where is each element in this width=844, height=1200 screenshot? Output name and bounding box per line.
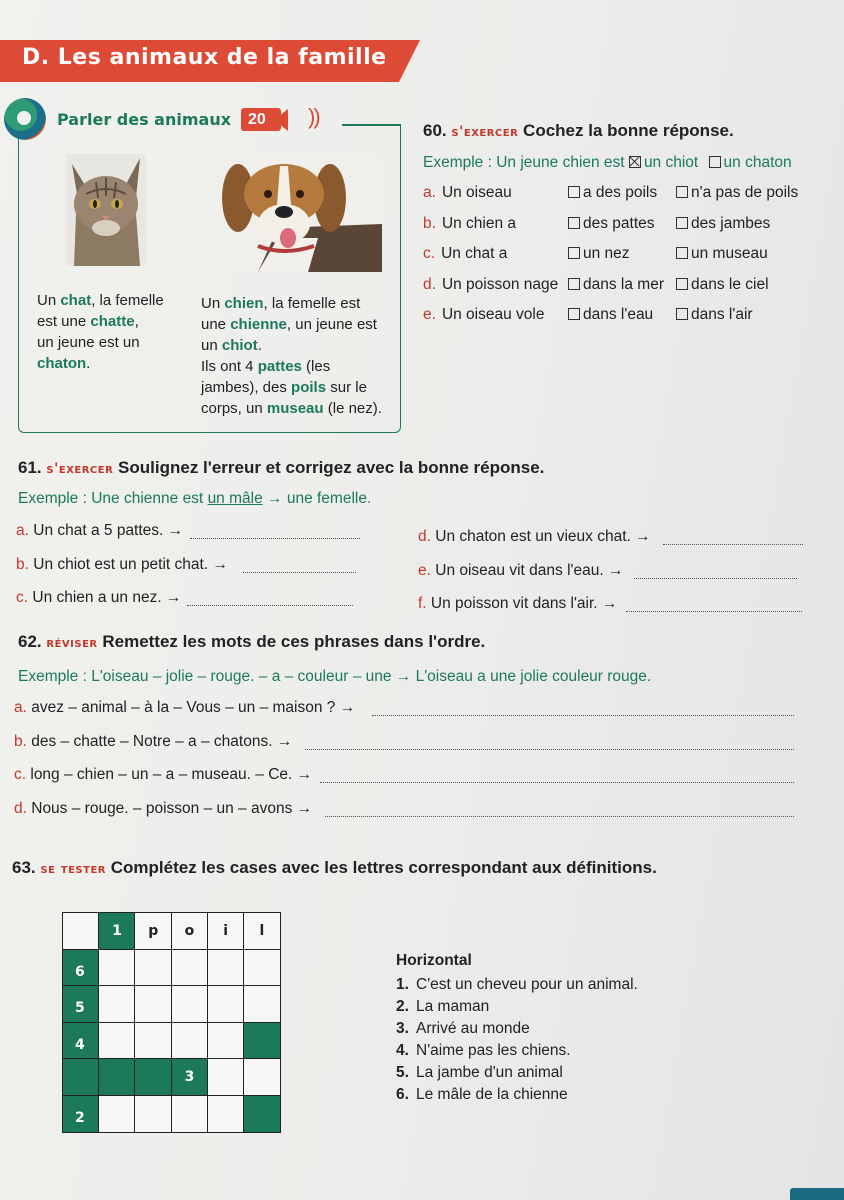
item-letter: e. — [418, 562, 431, 579]
audio-track-badge[interactable]: 20 — [241, 108, 281, 131]
cat-description: Un chat, la femelle est une chatte, un jeune est un chaton. — [37, 292, 164, 372]
crossword-cell[interactable] — [243, 1058, 281, 1096]
ex60-option-1[interactable] — [568, 215, 655, 233]
cat-photo — [66, 154, 146, 266]
definition-item — [396, 1084, 638, 1106]
crossword-cell[interactable] — [207, 1058, 245, 1096]
definitions-heading: Horizontal — [396, 952, 472, 969]
crossword-cell[interactable] — [98, 1022, 136, 1060]
checkbox-icon[interactable] — [676, 217, 688, 229]
cell-text: 1 — [112, 923, 122, 939]
ex60-item — [423, 215, 516, 233]
item-letter: b. — [16, 556, 29, 573]
answer-line[interactable] — [372, 715, 794, 716]
ex61-item — [418, 562, 623, 580]
crossword-cell[interactable] — [243, 949, 281, 987]
ex61-item — [16, 556, 228, 574]
definition-item — [396, 974, 638, 996]
ex63-heading: 63. se tester Complétez les cases avec les lettres correspondant aux définitions. — [12, 858, 657, 877]
crossword-cell[interactable] — [98, 985, 136, 1023]
item-letter: a. — [16, 522, 29, 539]
definition-number: 2. — [396, 998, 409, 1015]
ex62-item — [14, 766, 312, 784]
crossword-cell[interactable] — [171, 949, 209, 987]
item-letter: d. — [423, 275, 436, 293]
crossword-cell — [62, 1058, 100, 1096]
answer-line[interactable] — [663, 544, 803, 545]
option-label: dans le ciel — [691, 275, 769, 293]
checkbox-icon[interactable] — [676, 247, 688, 259]
crossword-cell[interactable] — [207, 1095, 245, 1133]
crossword-cell[interactable] — [98, 1095, 136, 1133]
item-text: Un poisson vit dans l'air. → — [426, 595, 618, 612]
crossword-cell[interactable] — [62, 912, 100, 950]
crossword-cell — [243, 1022, 281, 1060]
option-label: dans l'air — [691, 306, 753, 323]
ex60-option-1[interactable] — [568, 184, 657, 202]
ex60-item — [423, 306, 544, 324]
ex62-item — [14, 699, 355, 717]
ex62-item — [14, 800, 312, 818]
crossword-cell[interactable] — [171, 985, 209, 1023]
item-letter: d. — [14, 800, 27, 817]
option-label: des pattes — [583, 214, 655, 232]
definition-text: La jambe d'un animal — [416, 1064, 563, 1081]
crossword-cell — [98, 1058, 136, 1096]
ex60-option-2[interactable] — [676, 215, 770, 233]
definitions-list — [396, 950, 638, 1106]
ex60-option-2[interactable] — [676, 184, 798, 202]
ex60-item — [423, 276, 558, 294]
definition-item — [396, 996, 638, 1018]
definition-number: 4. — [396, 1042, 409, 1059]
definition-text: Le mâle de la chienne — [416, 1086, 568, 1103]
item-text: des – chatte – Notre – a – chatons. → — [26, 733, 293, 750]
ex60-option-1[interactable] — [568, 276, 664, 294]
definition-text: Arrivé au monde — [416, 1020, 530, 1037]
crossword-cell — [62, 985, 100, 1023]
ex60-example: Exemple : Un jeune chien est un chiot un chaton — [423, 154, 792, 171]
ex61-item — [418, 595, 617, 613]
ex60-heading: 60. s'exercer Cochez la bonne réponse. — [423, 121, 734, 140]
ex61-heading: 61. s'exercer Soulignez l'erreur et corrigez avec la bonne réponse. — [18, 458, 545, 477]
checkbox-icon[interactable] — [568, 186, 580, 198]
item-stem: Un poisson nage — [441, 275, 559, 293]
crossword-cell[interactable] — [207, 1022, 245, 1060]
item-letter: f. — [418, 595, 427, 612]
crossword-cell[interactable] — [134, 1022, 172, 1060]
crossword-cell[interactable] — [171, 1022, 209, 1060]
item-letter: d. — [418, 528, 431, 545]
gear-icon — [4, 98, 46, 140]
ex60-option-1[interactable] — [568, 245, 630, 263]
section-title: D. Les animaux de la famille — [22, 45, 387, 70]
item-letter: a. — [423, 184, 436, 201]
ex60-item — [423, 245, 507, 263]
box-top-rule — [342, 124, 400, 126]
cell-text: l — [259, 923, 265, 939]
item-stem: Un oiseau vole — [441, 306, 545, 323]
ex61-item — [418, 528, 651, 546]
cell-text: 6 — [75, 963, 85, 980]
item-stem: Un chat a — [441, 245, 508, 262]
crossword-cell[interactable] — [243, 912, 281, 950]
definition-text: C'est un cheveu pour un animal. — [416, 976, 638, 993]
item-text: avez – animal – à la – Vous – un – maison ? → — [26, 699, 356, 716]
dog-photo — [218, 158, 382, 272]
item-text: Un chien a un nez. → — [28, 589, 182, 606]
checkbox-icon[interactable] — [568, 308, 580, 320]
answer-line[interactable] — [320, 782, 794, 783]
crossword-cell[interactable] — [98, 949, 136, 987]
crossword-cell — [62, 949, 100, 987]
crossword-cell — [243, 1095, 281, 1133]
item-text: Un chiot est un petit chat. → — [28, 556, 228, 573]
answer-line[interactable] — [187, 605, 353, 606]
answer-line[interactable] — [243, 572, 356, 573]
answer-line[interactable] — [305, 749, 794, 750]
item-stem: Un chien a — [441, 214, 517, 232]
checkbox-icon[interactable] — [568, 278, 580, 290]
ex61-item — [16, 522, 183, 540]
checkbox-icon[interactable] — [676, 308, 688, 320]
cell-text: 3 — [184, 1069, 195, 1085]
crossword-cell[interactable] — [134, 912, 172, 950]
crossword-cell[interactable] — [243, 985, 281, 1023]
answer-line[interactable] — [634, 578, 797, 579]
crossword-cell[interactable] — [134, 1095, 172, 1133]
option-label: dans la mer — [583, 275, 664, 293]
ex61-item — [16, 589, 181, 607]
answer-line[interactable] — [325, 816, 794, 817]
cell-text: o — [184, 923, 195, 939]
page-corner-tab — [790, 1188, 844, 1200]
box-title: Parler des animaux — [57, 110, 232, 129]
option-label: n'a pas de poils — [691, 184, 799, 201]
option-label: a des poils — [583, 184, 658, 201]
item-stem: Un oiseau — [441, 184, 512, 201]
cell-text: 4 — [75, 1036, 85, 1053]
item-text: Nous – rouge. – poisson – un – avons → — [26, 800, 313, 817]
checkbox-icon[interactable] — [568, 217, 580, 229]
speaker-icon[interactable] — [274, 109, 288, 131]
answer-line[interactable] — [190, 538, 360, 539]
crossword-cell[interactable] — [134, 985, 172, 1023]
checkbox-icon[interactable] — [676, 186, 688, 198]
definition-item — [396, 1040, 638, 1062]
definition-item — [396, 1018, 638, 1040]
crossword-cell[interactable] — [134, 949, 172, 987]
crossword-cell[interactable] — [171, 1095, 209, 1133]
definition-text: N'aime pas les chiens. — [416, 1042, 571, 1059]
crossword-cell — [62, 1095, 100, 1133]
sound-waves-icon: )) — [308, 104, 319, 129]
cell-text: p — [148, 923, 159, 939]
checked-box-icon — [629, 156, 641, 168]
cell-text: 5 — [75, 1000, 85, 1016]
checkbox-icon[interactable] — [568, 247, 580, 259]
item-text: Un chat a 5 pattes. → — [28, 522, 184, 539]
option-label: un nez — [583, 245, 630, 262]
definition-text: La maman — [416, 998, 490, 1015]
checkbox-icon[interactable] — [676, 278, 688, 290]
item-letter: a. — [14, 699, 27, 716]
item-letter: b. — [423, 214, 436, 232]
cell-text: i — [223, 923, 229, 939]
definition-number: 6. — [396, 1086, 409, 1103]
ex61-example: Exemple : Une chienne est un mâle → une femelle. — [18, 490, 372, 507]
ex62-example: Exemple : L'oiseau – jolie – rouge. – a – couleur – une → L'oiseau a une jolie couleur rouge. — [18, 668, 652, 685]
crossword-cell[interactable] — [207, 912, 245, 950]
cell-text: 2 — [75, 1109, 85, 1126]
crossword-cell[interactable] — [207, 985, 245, 1023]
crossword-cell[interactable] — [171, 912, 209, 950]
ex60-item — [423, 184, 512, 202]
crossword-cell — [62, 1022, 100, 1060]
item-letter: c. — [14, 766, 27, 783]
definition-number: 5. — [396, 1064, 409, 1081]
crossword-cell[interactable] — [207, 949, 245, 987]
answer-line[interactable] — [626, 611, 802, 612]
item-letter: b. — [14, 733, 27, 750]
crossword-cell — [98, 912, 136, 950]
crossword-cell — [171, 1058, 209, 1096]
ex60-option-2[interactable] — [676, 306, 753, 324]
ex62-heading: 62. réviser Remettez les mots de ces phrases dans l'ordre. — [18, 632, 486, 651]
checkbox-icon — [709, 156, 721, 168]
item-letter: c. — [16, 589, 29, 606]
definition-number: 1. — [396, 976, 409, 993]
definition-item — [396, 1062, 638, 1084]
crossword-cell — [134, 1058, 172, 1096]
item-letter: e. — [423, 306, 436, 323]
ex62-item — [14, 733, 292, 751]
definition-number: 3. — [396, 1020, 409, 1037]
ex60-option-1[interactable] — [568, 306, 653, 324]
ex60-option-2[interactable] — [676, 276, 769, 294]
item-text: Un oiseau vit dans l'eau. → — [430, 562, 624, 579]
dog-description: Un chien, la femelle est une chienne, un jeune est un chiot. Ils ont 4 pattes (les jambes), des poils sur le corps, un museau (le nez). — [201, 295, 382, 417]
option-label: des jambes — [691, 214, 771, 232]
option-label: dans l'eau — [583, 306, 654, 323]
option-label: un museau — [691, 245, 768, 262]
item-letter: c. — [423, 245, 436, 262]
ex60-option-2[interactable] — [676, 245, 768, 263]
item-text: Un chaton est un vieux chat. → — [430, 528, 651, 545]
item-text: long – chien – un – a – museau. – Ce. → — [26, 766, 313, 783]
